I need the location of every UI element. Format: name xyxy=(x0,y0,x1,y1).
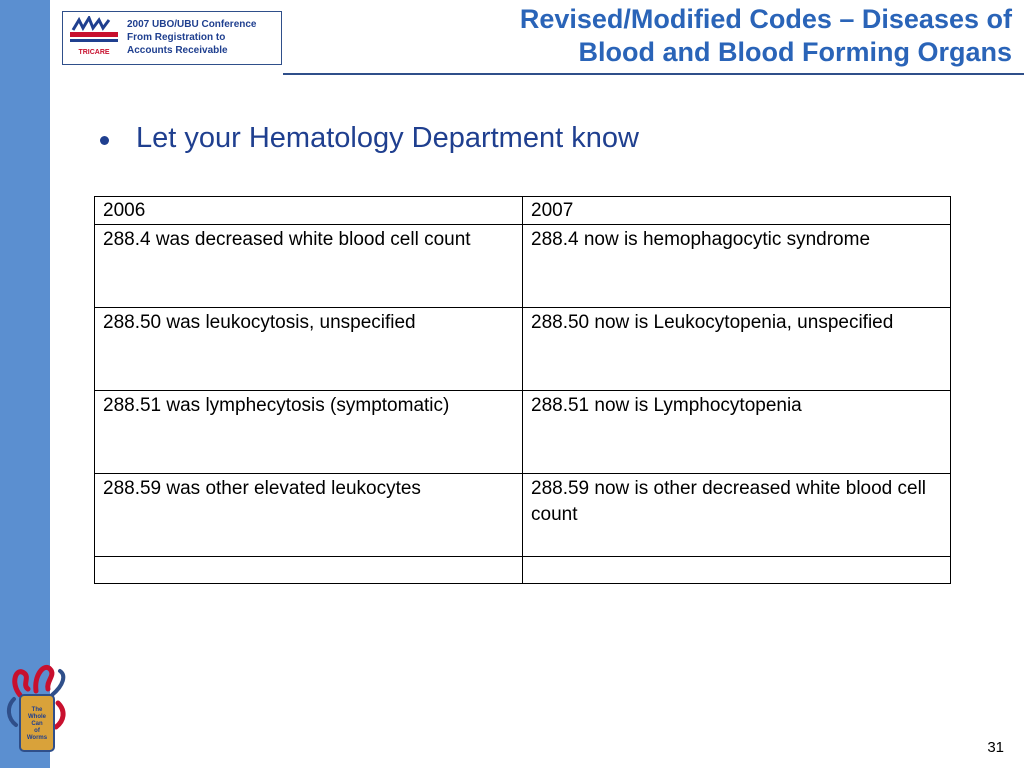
table-cell: 288.59 now is other decreased white blood cell count xyxy=(523,474,951,557)
mascot-text: Whole xyxy=(28,714,46,720)
bullet-item xyxy=(100,118,639,158)
slide-title xyxy=(372,3,1012,69)
conference-logo xyxy=(62,11,282,65)
table-row xyxy=(95,474,951,557)
table-cell: 288.51 now is Lymphocytopenia xyxy=(523,391,951,474)
bullet-text: Let your Hematology Department know xyxy=(136,121,639,154)
mascot-text: The xyxy=(31,707,43,713)
table-row xyxy=(95,308,951,391)
mascot-text: Worms xyxy=(26,735,48,741)
tricare-brand-text: TRICARE xyxy=(78,49,110,56)
table-cell: 288.59 was other elevated leukocytes xyxy=(95,474,523,557)
code-comparison-table xyxy=(94,196,951,584)
conference-logo-line: From Registration to xyxy=(127,32,226,43)
column-header-2006: 2006 xyxy=(95,197,523,225)
table-row-empty xyxy=(95,557,951,584)
conference-logo-line: Accounts Receivable xyxy=(127,45,228,56)
conference-logo-text xyxy=(127,18,256,57)
table-cell: 288.4 was decreased white blood cell count xyxy=(95,225,523,308)
column-header-2007: 2007 xyxy=(523,197,951,225)
title-divider xyxy=(283,73,1024,75)
table-row xyxy=(95,391,951,474)
table-cell: 288.4 now is hemophagocytic syndrome xyxy=(523,225,951,308)
bullet-dot-icon xyxy=(100,136,109,145)
table-cell: 288.50 now is Leukocytopenia, unspecified xyxy=(523,308,951,391)
table-header-row xyxy=(95,197,951,225)
tricare-logo-icon xyxy=(67,16,121,60)
left-sidebar-band xyxy=(0,0,50,768)
mascot-text: of xyxy=(34,728,40,734)
mascot-text: Can xyxy=(31,721,43,727)
table-cell xyxy=(523,557,951,584)
slide-title-line: Revised/Modified Codes – Diseases of xyxy=(519,4,1012,34)
table-cell xyxy=(95,557,523,584)
table-cell: 288.50 was leukocytosis, unspecified xyxy=(95,308,523,391)
table-row xyxy=(95,225,951,308)
table-cell: 288.51 was lymphecytosis (symptomatic) xyxy=(95,391,523,474)
whole-can-of-worms-mascot-icon xyxy=(6,655,68,755)
conference-logo-line: 2007 UBO/UBU Conference xyxy=(127,19,257,30)
slide-title-line: Blood and Blood Forming Organs xyxy=(578,37,1012,67)
page-number: 31 xyxy=(987,739,1004,756)
